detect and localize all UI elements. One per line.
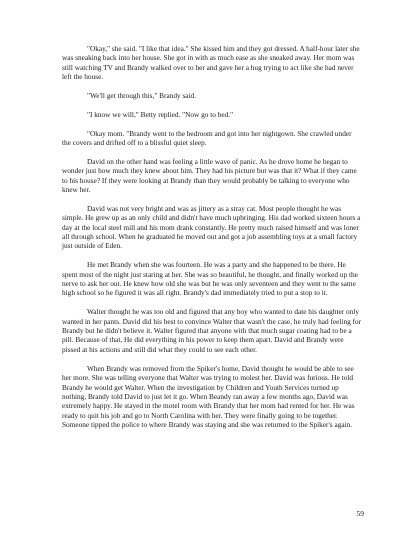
paragraph-2: "We'll get through this," Brandy said. — [87, 91, 197, 101]
paragraph-9: When Brandy was removed from the Spiker's home, David thought he would be able to see her more. She was telling everyone that Walter was trying to molest her. David was furious. He told Brandy he would get Walter. When the investigation by Children and Youth Services turned up nothing, Brandy told David to just let it go. When Beandy ran away a few months ago, David was extremely happy. He stayed in the motel room with Brandy that her mom had rented for her. He was ready to quit his job and go to North Carolina with her. They were finally going to be together. Someone tipped the police to where Brandy was staying and she was returned to the Spiker's again. — [62, 363, 355, 430]
paragraph-4: "Okay mom. "Brandy went to the bedroom and got into her nightgown. She crawled under the covers and drifted off to a blissful quiet sleep. — [62, 128, 352, 148]
body-text — [62, 44, 362, 439]
paragraph-6: David was not very bright and was as jittery as a stray cat. Most people thought he was simple. He grew up as an only child and didn't have much upbringing. His dad worked sixteen hours a day at the local steel mill and his mom drank constantly. He pretty much raised himself and was loner all through school. When he graduated he moved out and got a job assembling toys at a small factory just outside of Eden. — [62, 203, 361, 251]
paragraph-5: David on the other hand was feeling a little wave of panic. As he drove home he began to wonder just how much they knew about him. They had his picture but was that it? What if they came to his house? If they were looking at Brandy than they would probably be talking to everyone who knew her. — [62, 156, 357, 195]
paragraph-8: Walter thought he was too old and figured that any boy who wanted to date his daughter only wanted in her pants. David did his best to convince Walter that wasn't the case, he truly had feeling for Brandy but he didn't believe it. Walter figured that anyone with that much sugar coating had to be a pill. Because of that, He did everything in his power to keep them apart. David and Brandy were pissed at his actions and still did what they could to see each other. — [62, 307, 362, 354]
page-number: 59 — [356, 509, 364, 518]
paragraph-1: "Okay," she said. "I like that idea." She kissed him and they got dressed. A half-hour later she was sneaking back into her house. She got in with as much ease as she sneaked away. Her mom was still watching TV and Brandy walked over to her and gave her a hug trying to act like she had never left the house. — [62, 44, 360, 82]
paragraph-7: He met Brandy when she was fourteen. He was a party and she happened to be there. He spent most of the night just staring at her. She was so beautiful, he thought, and finally worked up the nerve to ask her out. He knew how old she was but he was only seventeen and they went to the same high school so he figured it was all right. Brandy's dad immediately tried to put a stop to it. — [62, 260, 358, 298]
paragraph-3: "I know we will," Betty replied. "Now go to bed." — [87, 109, 234, 119]
